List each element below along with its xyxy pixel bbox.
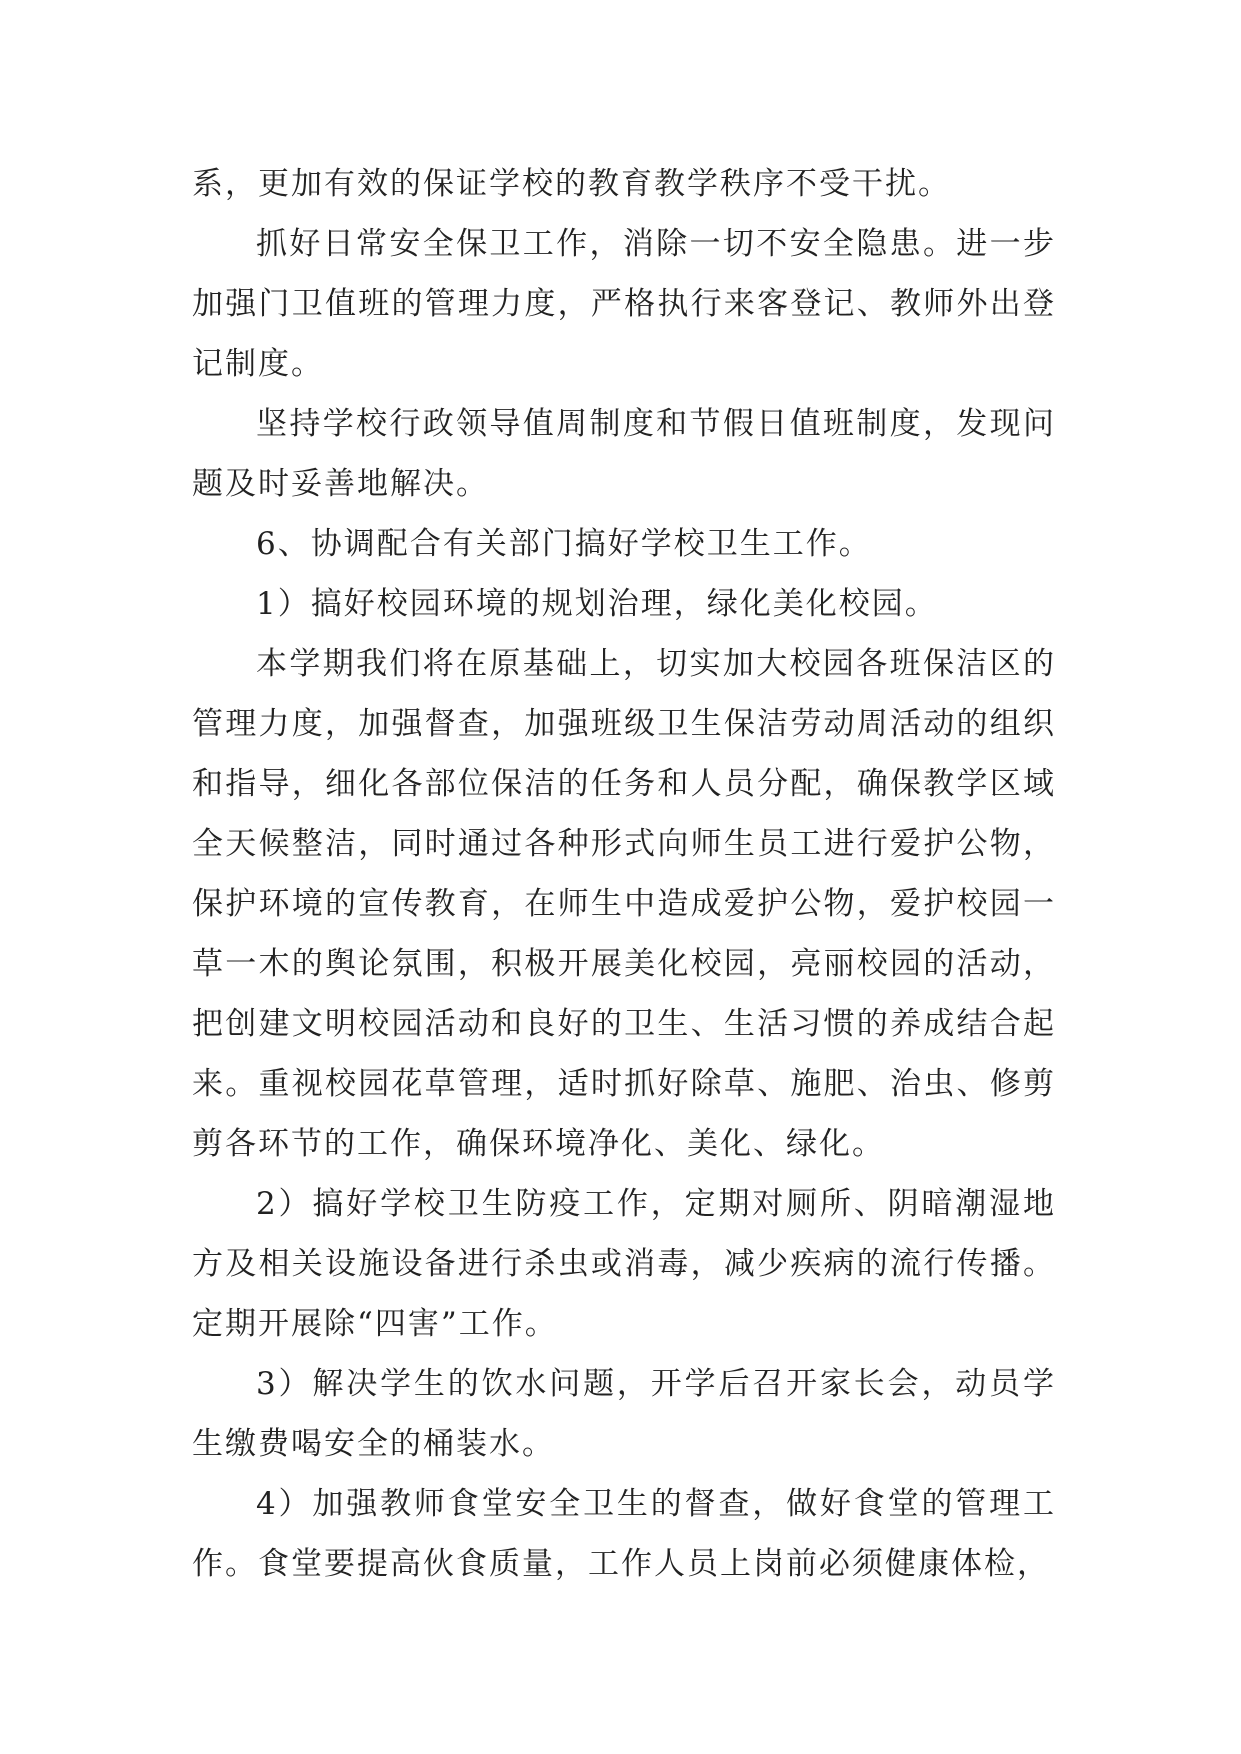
paragraph: 3）解决学生的饮水问题，开学后召开家长会，动员学生缴费喝安全的桶装水。 xyxy=(192,1366,1056,1462)
paragraph: 坚持学校行政领导值周制度和节假日值班制度，发现问题及时妥善地解决。 xyxy=(192,406,1056,502)
paragraph: 抓好日常安全保卫工作，消除一切不安全隐患。进一步加强门卫值班的管理力度，严格执行来客登记、教师外出登记制度。 xyxy=(192,226,1056,382)
paragraph: 2）搞好学校卫生防疫工作，定期对厕所、阴暗潮湿地方及相关设施设备进行杀虫或消毒，减少疾病的流行传播。定期开展除“四害”工作。 xyxy=(192,1186,1056,1342)
paragraph: 系，更加有效的保证学校的教育教学秩序不受干扰。 xyxy=(192,166,951,202)
paragraph: 6、协调配合有关部门搞好学校卫生工作。 xyxy=(256,526,872,562)
paragraph: 本学期我们将在原基础上，切实加大校园各班保洁区的管理力度，加强督查，加强班级卫生保洁劳动周活动的组织和指导，细化各部位保洁的任务和人员分配，确保教学区域全天候整洁，同时通过各种形式向师生员工进行爱护公物，保护环境的宣传教育，在师生中造成爱护公物，爱护校园一草一木的舆论氛围，积极开展美化校园，亮丽校园的活动，把创建文明校园活动和良好的卫生、生活习惯的养成结合起来。重视校园花草管理，适时抓好除草、施肥、治虫、修剪剪各环节的工作，确保环境净化、美化、绿化。 xyxy=(192,646,1056,1162)
paragraph: 1）搞好校园环境的规划治理，绿化美化校园。 xyxy=(256,586,938,622)
document-body xyxy=(192,154,1056,1594)
paragraph: 4）加强教师食堂安全卫生的督查，做好食堂的管理工作。食堂要提高伙食质量，工作人员上岗前必须健康体检， xyxy=(192,1486,1056,1582)
